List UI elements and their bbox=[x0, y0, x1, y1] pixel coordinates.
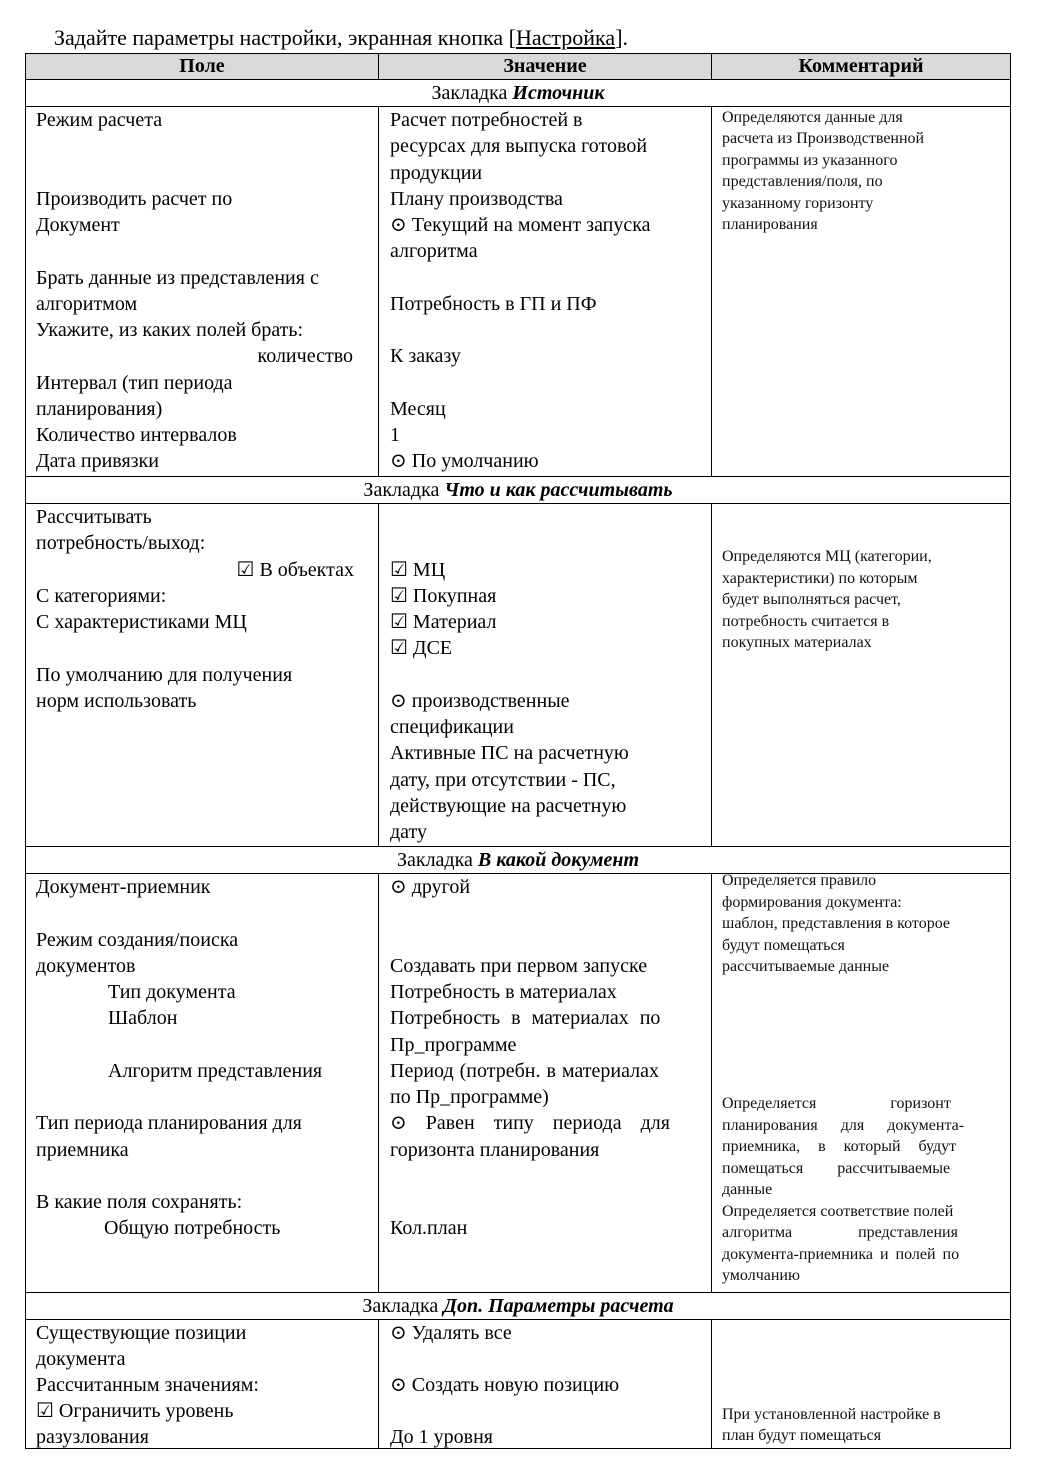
value-cell bbox=[379, 504, 712, 847]
comment-cell bbox=[712, 1320, 1011, 1449]
radio-option[interactable]: ⊙ производственные bbox=[390, 690, 570, 712]
section-row-extra-params bbox=[26, 1293, 1011, 1320]
intro-suffix: ]. bbox=[615, 25, 629, 50]
objects-checkbox[interactable]: ☑ В объектах bbox=[236, 559, 354, 581]
section-title-extra-params bbox=[26, 1293, 1011, 1320]
table-row bbox=[26, 504, 1011, 847]
comment-text: шаблон, представления в которое bbox=[722, 915, 950, 932]
value-text: дату bbox=[390, 821, 428, 843]
value-text: спецификации bbox=[390, 716, 514, 738]
value-text: дату, при отсутствии - ПС, bbox=[390, 769, 616, 791]
field-label: С категориями: bbox=[36, 585, 167, 607]
value-text: Создавать при первом запуске bbox=[390, 955, 648, 977]
comment-text: покупных материалах bbox=[722, 634, 872, 651]
radio-option[interactable]: ⊙ Удалять все bbox=[390, 1322, 512, 1344]
radio-option[interactable]: ⊙ По умолчанию bbox=[390, 450, 539, 472]
section-name: Что и как рассчитывать bbox=[444, 479, 673, 501]
section-prefix: Закладка bbox=[396, 849, 473, 871]
field-label: Тип периода планирования для bbox=[36, 1112, 302, 1134]
section-row-source bbox=[26, 80, 1011, 107]
field-label: документа bbox=[36, 1348, 126, 1370]
settings-table bbox=[25, 53, 1011, 1449]
section-title-what-how bbox=[26, 477, 1011, 504]
comment-text: планирования для документа- bbox=[722, 1117, 965, 1134]
header-row bbox=[26, 54, 1011, 80]
field-label: разузлования bbox=[36, 1426, 149, 1448]
checkbox-option[interactable]: ☑ Материал bbox=[390, 611, 497, 633]
field-label: Брать данные из представления с bbox=[36, 267, 319, 289]
field-cell bbox=[26, 504, 379, 847]
comment-text: представления/поля, по bbox=[722, 173, 883, 190]
field-label: норм использовать bbox=[36, 690, 197, 712]
field-label: документов bbox=[36, 955, 136, 977]
value-cell bbox=[379, 1320, 712, 1449]
field-label: С характеристиками МЦ bbox=[36, 611, 247, 633]
comment-text: планирования bbox=[722, 216, 818, 233]
value-text: Месяц bbox=[390, 398, 446, 420]
value-text: Потребность в материалах bbox=[390, 981, 617, 1003]
comment-cell bbox=[712, 107, 1011, 477]
comment-text: будут помещаться bbox=[722, 937, 845, 954]
intro-text bbox=[54, 24, 628, 52]
field-label: Шаблон bbox=[108, 1007, 178, 1029]
comment-text: При установленной настройке в bbox=[722, 1406, 941, 1423]
comment-text: программы из указанного bbox=[722, 152, 898, 169]
field-label: Режим расчета bbox=[36, 109, 163, 131]
value-text: Период (потребн. в материалах bbox=[390, 1060, 660, 1082]
value-text: Пр_программе bbox=[390, 1034, 517, 1056]
field-label: Общую потребность bbox=[104, 1217, 281, 1239]
comment-text: план будут помещаться bbox=[722, 1427, 882, 1444]
value-text: по Пр_программе) bbox=[390, 1086, 549, 1108]
comment-text: Определяются МЦ (категории, bbox=[722, 548, 932, 565]
field-label: количество bbox=[257, 345, 353, 367]
comment-text: Определяются данные для bbox=[722, 109, 903, 126]
value-text: До 1 уровня bbox=[390, 1426, 493, 1448]
table-row bbox=[26, 1320, 1011, 1449]
field-label: Алгоритм представления bbox=[108, 1060, 323, 1082]
field-label: Производить расчет по bbox=[36, 188, 233, 210]
value-text: К заказу bbox=[390, 345, 461, 367]
comment-text: потребность считается в bbox=[722, 613, 890, 630]
section-name: Источник bbox=[512, 82, 605, 104]
table-row bbox=[26, 874, 1011, 1293]
comment-text: формирования документа: bbox=[722, 894, 902, 911]
comment-text: рассчитываемые данные bbox=[722, 958, 890, 975]
comment-text: данные bbox=[722, 1181, 773, 1198]
field-cell bbox=[26, 107, 379, 477]
comment-text: расчета из Производственной bbox=[722, 130, 925, 147]
value-text: 1 bbox=[390, 424, 400, 446]
checkbox-option[interactable]: ☑ МЦ bbox=[390, 559, 446, 581]
field-label: Рассчитывать bbox=[36, 506, 152, 528]
field-label: Интервал (тип периода bbox=[36, 372, 233, 394]
section-name: Доп. Параметры расчета bbox=[443, 1295, 674, 1317]
value-text: Потребность в материалах по bbox=[390, 1007, 661, 1029]
field-label: планирования) bbox=[36, 398, 163, 420]
value-text: ресурсах для выпуска готовой bbox=[390, 135, 648, 157]
field-label: Режим создания/поиска bbox=[36, 929, 239, 951]
section-prefix: Закладка bbox=[431, 82, 508, 104]
radio-option[interactable]: ⊙ Текущий на момент запуска bbox=[390, 214, 651, 236]
comment-text: алгоритма представления bbox=[722, 1224, 958, 1241]
column-header-value: Значение bbox=[379, 54, 712, 80]
comment-text: Определяется горизонт bbox=[722, 1095, 951, 1112]
value-text: продукции bbox=[390, 162, 483, 184]
limit-level-checkbox[interactable]: ☑ Ограничить уровень bbox=[36, 1400, 234, 1422]
value-text: Расчет потребностей в bbox=[390, 109, 583, 131]
checkbox-option[interactable]: ☑ ДСЕ bbox=[390, 637, 453, 659]
field-label: Существующие позиции bbox=[36, 1322, 247, 1344]
field-label: приемника bbox=[36, 1139, 129, 1161]
field-cell bbox=[26, 874, 379, 1293]
checkbox-option[interactable]: ☑ Покупная bbox=[390, 585, 497, 607]
field-label: В какие поля сохранять: bbox=[36, 1191, 243, 1213]
column-header-field: Поле bbox=[26, 54, 379, 80]
field-label: Количество интервалов bbox=[36, 424, 237, 446]
value-text: Плану производства bbox=[390, 188, 563, 210]
comment-cell bbox=[712, 874, 1011, 1293]
value-text: горизонта планирования bbox=[390, 1139, 600, 1161]
field-label: Дата привязки bbox=[36, 450, 159, 472]
field-label: По умолчанию для получения bbox=[36, 664, 293, 686]
section-prefix: Закладка bbox=[362, 1295, 439, 1317]
intro-label: Задайте параметры настройки, экранная кнопка [ bbox=[54, 25, 516, 50]
radio-option[interactable]: ⊙ Равен типу периода для bbox=[390, 1112, 670, 1134]
field-label: Укажите, из каких полей брать: bbox=[36, 319, 304, 341]
value-text: действующие на расчетную bbox=[390, 795, 627, 817]
column-header-comment: Комментарий bbox=[712, 54, 1011, 80]
comment-text: приемника, в который будут bbox=[722, 1138, 957, 1155]
field-label: потребность/выход: bbox=[36, 532, 206, 554]
comment-text: характеристики) по которым bbox=[722, 570, 918, 587]
field-label: Рассчитанным значениям: bbox=[36, 1374, 259, 1396]
comment-text: указанному горизонту bbox=[722, 195, 874, 212]
comment-text: документа-приемника и полей по bbox=[722, 1246, 960, 1263]
section-row-what-how bbox=[26, 477, 1011, 504]
section-title-source bbox=[26, 80, 1011, 107]
section-prefix: Закладка bbox=[363, 479, 440, 501]
table-row bbox=[26, 107, 1011, 477]
comment-text: Определяется правило bbox=[722, 872, 877, 889]
comment-text: помещаться рассчитываемые bbox=[722, 1160, 951, 1177]
comment-text: Определяется соответствие полей bbox=[722, 1203, 954, 1220]
value-text: Потребность в ГП и ПФ bbox=[390, 293, 597, 315]
comment-cell bbox=[712, 504, 1011, 847]
value-text: алгоритма bbox=[390, 240, 478, 262]
field-label: Тип документа bbox=[108, 981, 236, 1003]
field-label: алгоритмом bbox=[36, 293, 138, 315]
section-name: В какой документ bbox=[477, 849, 640, 871]
radio-option[interactable]: ⊙ другой bbox=[390, 876, 471, 898]
field-label: Документ bbox=[36, 214, 120, 236]
field-cell bbox=[26, 1320, 379, 1449]
settings-button-link[interactable]: Настройка bbox=[515, 25, 616, 50]
value-cell bbox=[379, 107, 712, 477]
value-text: Активные ПС на расчетную bbox=[390, 742, 629, 764]
field-label: Документ-приемник bbox=[36, 876, 211, 898]
comment-text: умолчанию bbox=[722, 1267, 800, 1284]
value-text: Кол.план bbox=[390, 1217, 468, 1239]
radio-option[interactable]: ⊙ Создать новую позицию bbox=[390, 1374, 620, 1396]
comment-text: будет выполняться расчет, bbox=[722, 591, 901, 608]
value-cell bbox=[379, 874, 712, 1293]
